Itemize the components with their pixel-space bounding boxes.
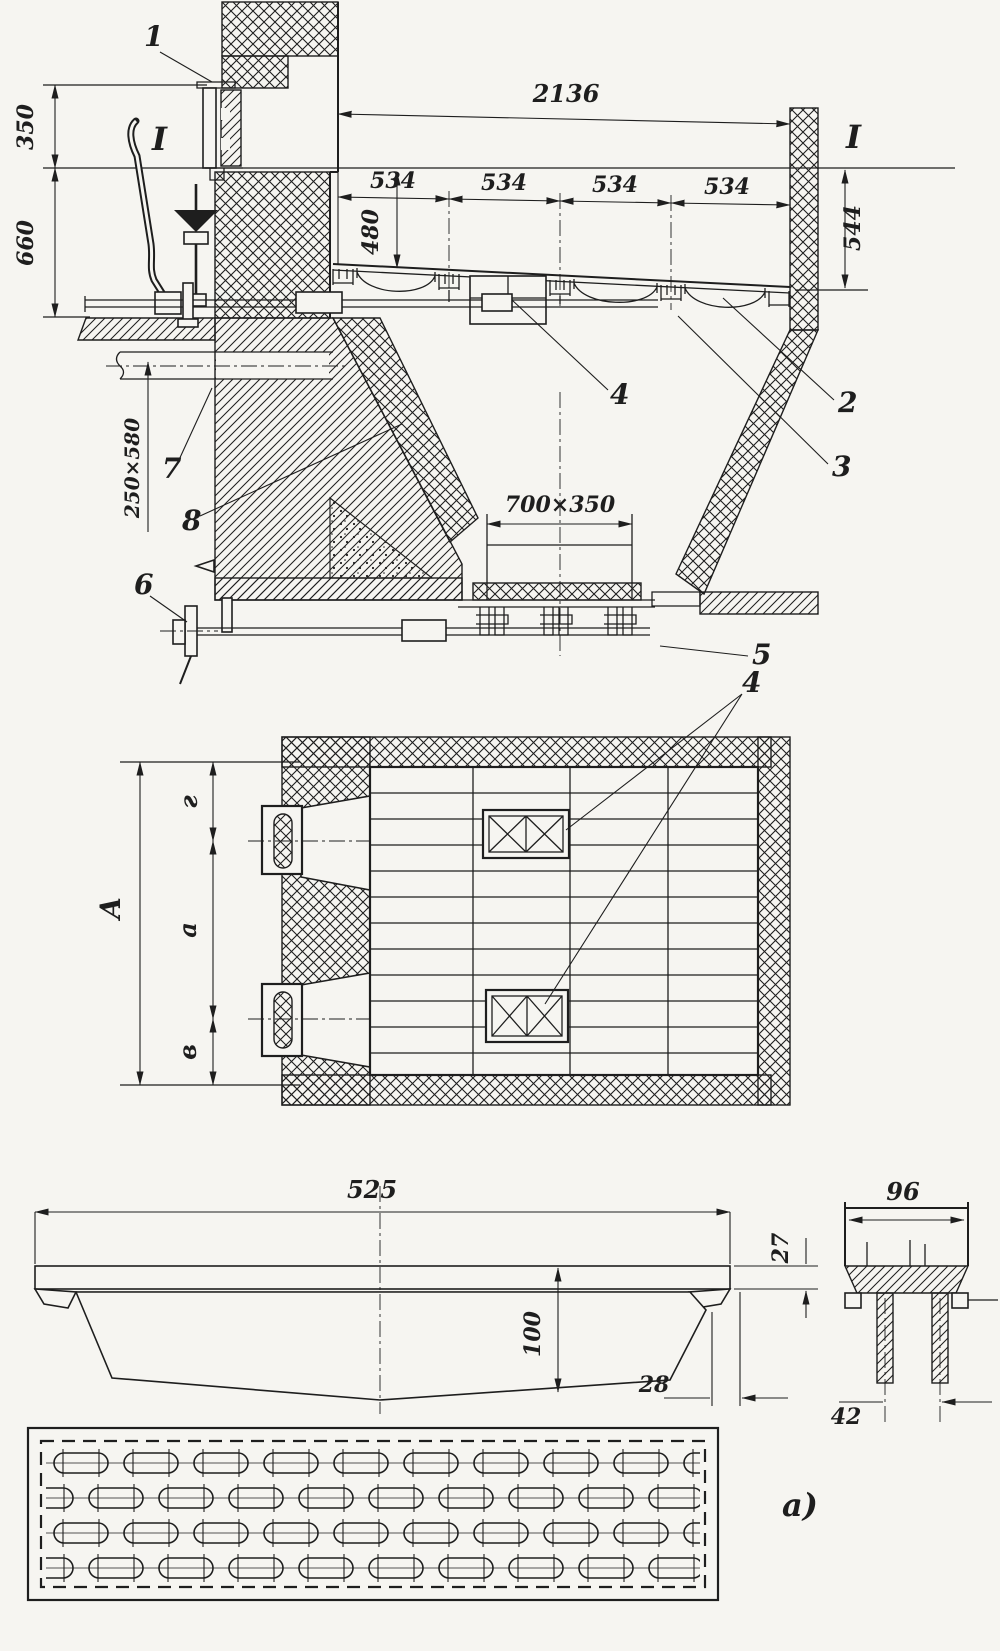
bar-body [76, 1292, 706, 1400]
dim-28: 28 [638, 1372, 670, 1398]
charging-door [197, 82, 243, 180]
callout-7: 7 [162, 452, 182, 485]
dim-534-2: 534 [481, 170, 527, 196]
grate-bars-section [333, 264, 790, 324]
bar-side-view [35, 1175, 818, 1414]
dim-A: А [94, 896, 127, 920]
plan-wall-right [758, 737, 790, 1105]
section-mark-right: I [846, 118, 861, 156]
floor-slab-right [700, 592, 818, 614]
dim-42: 42 [830, 1404, 862, 1430]
callout-3: 3 [832, 450, 852, 483]
dim-27: 27 [768, 1232, 794, 1264]
shaker-rod-lower [160, 598, 650, 684]
plan-grate-field [370, 767, 758, 1075]
dim-250x580: 250×580 [120, 417, 144, 519]
dim-350: 350 [13, 104, 39, 150]
bar-web [845, 1266, 968, 1293]
dim-100: 100 [520, 1311, 546, 1357]
bar-top-view [28, 1428, 818, 1600]
plan-view [94, 666, 790, 1105]
damper-box-bottom [486, 990, 568, 1042]
dim-g: г [174, 795, 203, 809]
callout-5: 5 [752, 638, 772, 671]
callout-4-plan: 4 [742, 666, 762, 699]
callout-1: 1 [144, 20, 164, 53]
dim-525: 525 [346, 1175, 398, 1204]
callout-8: 8 [182, 504, 202, 537]
dim-a: а [173, 922, 202, 938]
ash-duct [106, 352, 348, 379]
handwheel-rod [174, 184, 218, 306]
callout-4-section: 4 [610, 378, 630, 411]
dim-534-4: 534 [704, 174, 750, 200]
callout-6: 6 [134, 568, 154, 601]
slot-field [46, 1445, 700, 1583]
dim-480: 480 [358, 209, 384, 255]
dim-534-3: 534 [592, 172, 638, 198]
plan-opening-bottom [262, 973, 370, 1067]
hopper-outlet [458, 392, 655, 656]
rear-wall-masonry [790, 108, 818, 330]
damper-box-top [483, 810, 569, 858]
hopper-wall [676, 330, 818, 594]
dim-2136: 2136 [532, 79, 600, 108]
dim-96: 96 [886, 1177, 920, 1206]
bar-end-view [831, 1177, 998, 1430]
section-view [13, 2, 955, 684]
bar-flange [35, 1266, 730, 1289]
callout-2: 2 [838, 386, 858, 419]
dim-544: 544 [840, 205, 866, 251]
section-mark-left: I [152, 120, 167, 158]
view-label-a: а) [782, 1486, 818, 1524]
chimney-masonry [222, 2, 338, 56]
dim-660: 660 [13, 220, 39, 266]
dim-700x350: 700×350 [504, 492, 616, 518]
dim-534-1: 534 [370, 168, 416, 194]
dim-v: в [173, 1044, 202, 1060]
plan-opening-top [262, 796, 370, 890]
